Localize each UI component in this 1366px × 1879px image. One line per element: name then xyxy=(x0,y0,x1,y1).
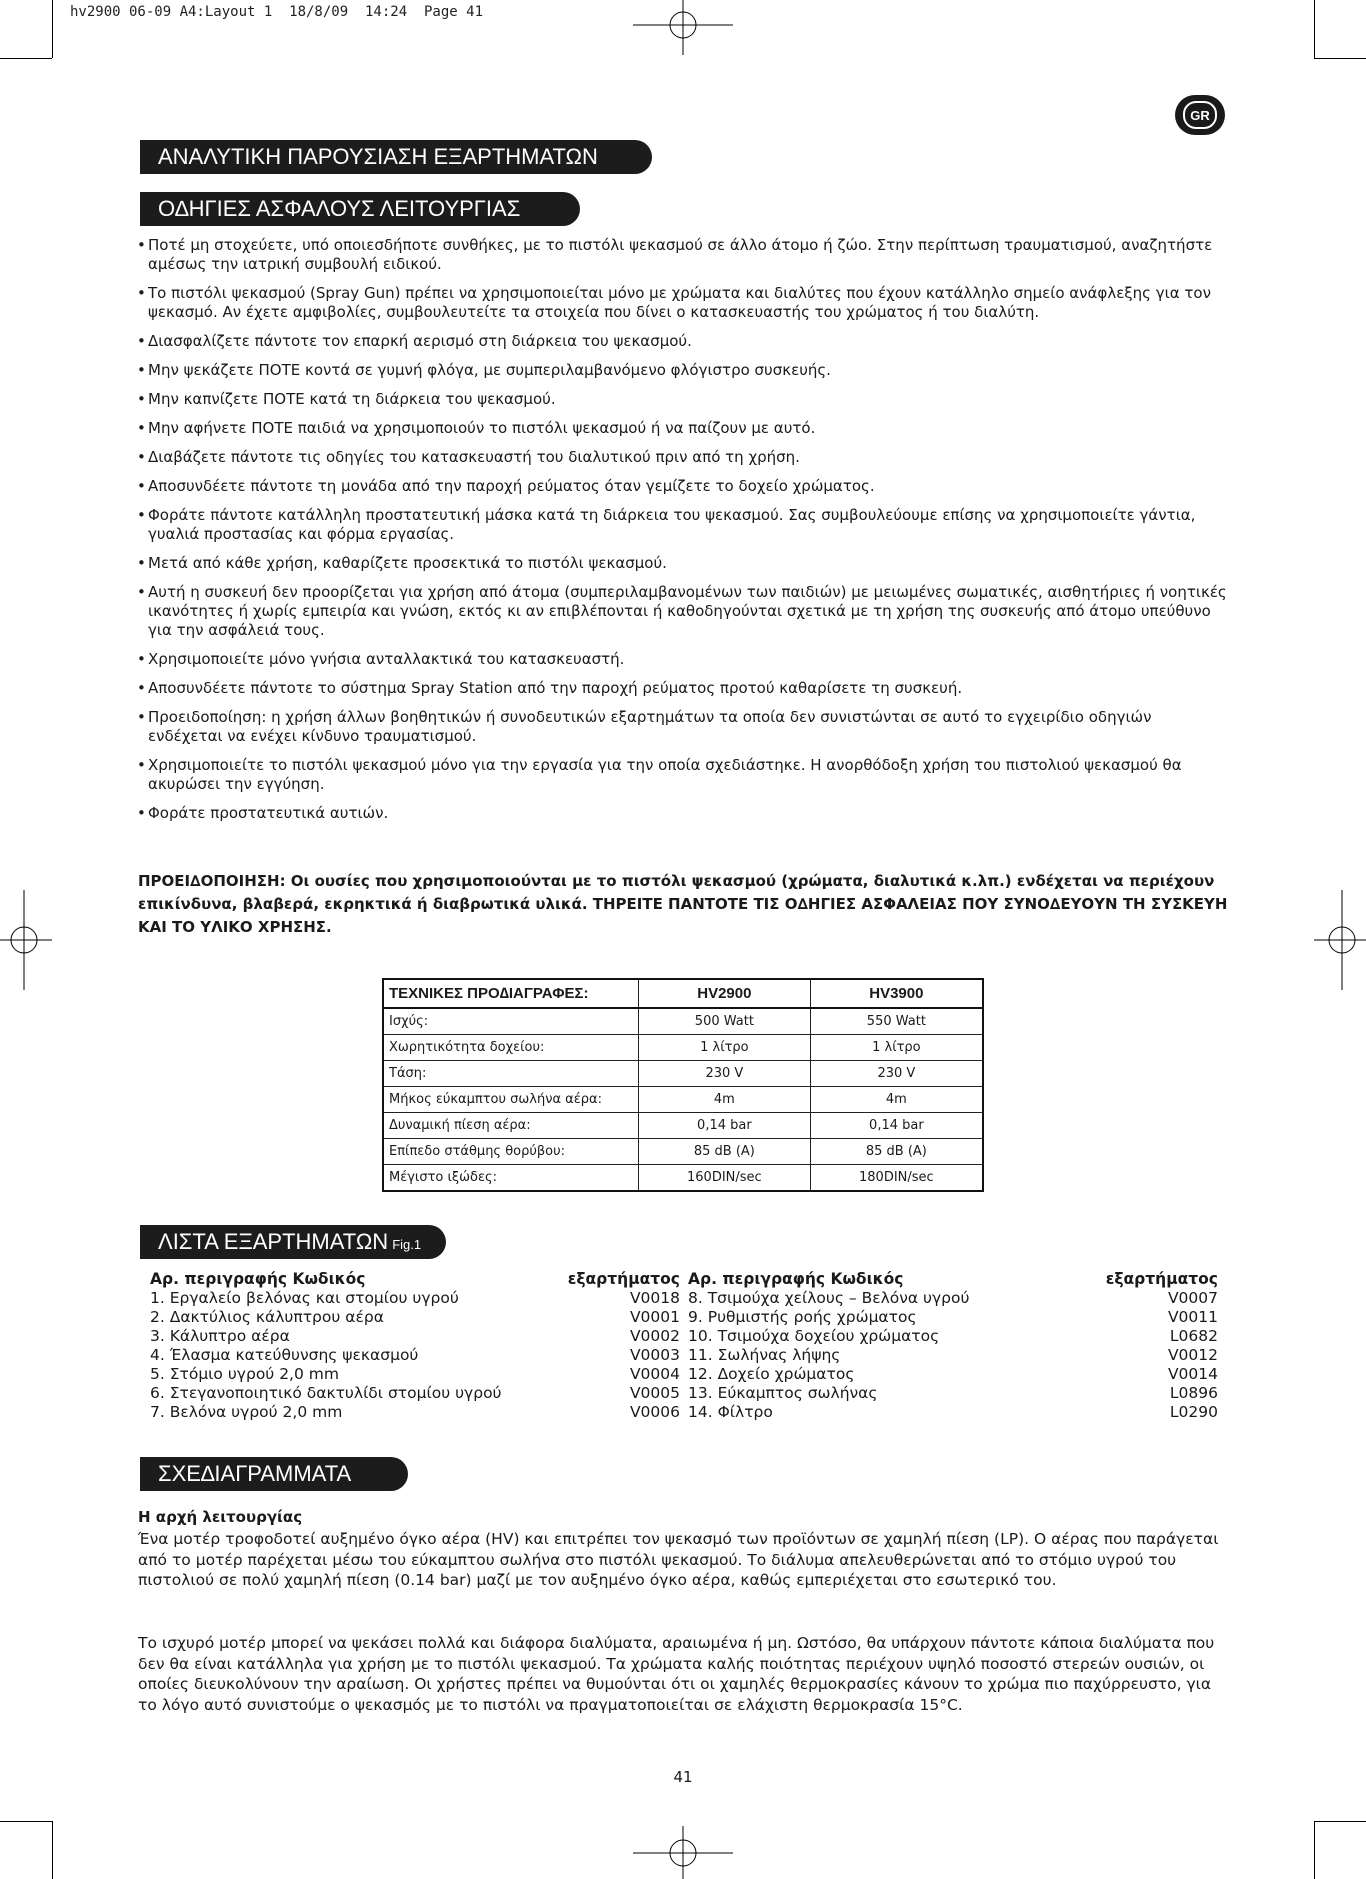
list-item xyxy=(150,1403,680,1422)
safety-bullet: • Αποσυνδέετε πάντοτε το σύστημα Spray Station από την παροχή ρεύματος προτού καθαρίσετε τη συσκευή. xyxy=(137,679,1227,698)
language-badge xyxy=(1175,95,1225,135)
list-item xyxy=(688,1308,1218,1327)
part-code: V0007 xyxy=(1167,1289,1218,1307)
part-description: 9. Ρυθμιστής ροής χρώματος xyxy=(688,1308,917,1326)
principle-title: Η αρχή λειτουργίας xyxy=(138,1508,303,1526)
table-cell: 230 V xyxy=(639,1061,811,1087)
crop-mark xyxy=(1314,58,1366,59)
table-row xyxy=(383,1035,983,1061)
table-row xyxy=(383,1087,983,1113)
list-item xyxy=(150,1384,680,1403)
safety-bullet: • Προειδοποίηση: η χρήση άλλων βοηθητικών ή συνοδευτικών εξαρτημάτων τα οποία δεν συνιστώνται σε αυτό το εγχειρίδιο οδηγιών ενδέχεται να ενέχει κίνδυνο τραυματισμού. xyxy=(137,708,1227,746)
list-item xyxy=(688,1346,1218,1365)
table-cell: Μέγιστο ιξώδες: xyxy=(383,1165,639,1192)
principle-paragraph-1: Ένα μοτέρ τροφοδοτεί αυξημένο όγκο αέρα (HV) και επιτρέπει τον ψεκασμό των προϊόντων σε χαμηλή πίεση (LP). Ο αέρας που παράγεται από το μοτέρ παρέχεται μέσω του εύκαμπτου σωλήνα στο πιστόλι ψεκασμού. Το διάλυμα απελευθερώνεται από το στόμιο υγρού του πιστολιού σε πολύ χαμηλή πίεση (0.14 bar) μαζί με τον αυξημένο όγκο αέρα, καθώς εμπεριέχεται στο εσωτερικό του. xyxy=(138,1530,1219,1589)
table-cell: 4m xyxy=(639,1087,811,1113)
safety-bullet: • Χρησιμοποιείτε το πιστόλι ψεκασμού μόνο για την εργασία για την οποία σχεδιάστηκε. Η ανορθόδοξη χρήση του πιστολιού ψεκασμού θα ακυρώσει την εγγύηση. xyxy=(137,756,1227,794)
part-description: 12. Δοχείο χρώματος xyxy=(688,1365,855,1383)
list-item xyxy=(688,1327,1218,1346)
crop-mark xyxy=(1314,1821,1315,1879)
part-description: 11. Σωλήνας λήψης xyxy=(688,1346,841,1364)
part-code: V0014 xyxy=(1167,1365,1218,1383)
parts-header-label: Αρ. περιγραφής Κωδικός xyxy=(688,1270,904,1288)
crop-mark xyxy=(52,0,53,58)
safety-bullet: • Μετά από κάθε χρήση, καθαρίζετε προσεκτικά το πιστόλι ψεκασμού. xyxy=(137,554,1227,573)
safety-bullet: • Φοράτε προστατευτικά αυτιών. xyxy=(137,804,1227,823)
part-code: V0012 xyxy=(1167,1346,1218,1364)
safety-bullet: • Μην καπνίζετε ΠΟΤΕ κατά τη διάρκεια του ψεκασμού. xyxy=(137,390,1227,409)
part-description: 6. Στεγανοποιητικό δακτυλίδι στομίου υγρού xyxy=(150,1384,502,1402)
part-description: 1. Εργαλείο βελόνας και στομίου υγρού xyxy=(150,1289,459,1307)
table-cell: 160DIN/sec xyxy=(639,1165,811,1192)
safety-bullet: • Διαβάζετε πάντοτε τις οδηγίες του κατασκευαστή του διαλυτικού πριν από τη χρήση. xyxy=(137,448,1227,467)
safety-bullet: • Αποσυνδέετε πάντοτε τη μονάδα από την παροχή ρεύματος όταν γεμίζετε το δοχείο χρώματος. xyxy=(137,477,1227,496)
table-cell: 85 dB (A) xyxy=(639,1139,811,1165)
table-row xyxy=(383,1113,983,1139)
print-slug: hv2900 06-09 A4:Layout 1 18/8/09 14:24 Page 41 xyxy=(70,4,484,20)
registration-mark-right xyxy=(1314,890,1366,990)
section-parts-overview-banner xyxy=(140,140,652,174)
crop-mark xyxy=(0,1821,52,1822)
principle-paragraph-2: Το ισχυρό μοτέρ μπορεί να ψεκάσει πολλά και διάφορα διαλύματα, αραιωμένα ή μη. Ωστόσο, θα υπάρχουν πάντοτε κάποια διαλύματα που δεν θα είναι κατάλληλα για χρήση με το πιστόλι ψεκασμού. Τα χρώματα καλής ποιότητας περιέχουν υψηλό ποσοστό στερεών ουσιών, οι οποίες διευκολύνουν την αραίωση. Οι χρήστες πρέπει να θυμούνται ότι οι χαμηλές θερμοκρασίες κάνουν το χρώμα πιο παχύρρευστο, για το λόγο αυτό συνιστούμε ο ψεκασμός με το πιστόλι να πραγματοποιείται σε ελάχιστη θερμοκρασία 15°C. xyxy=(138,1634,1215,1714)
part-description: 8. Τσιμούχα χείλους – Βελόνα υγρού xyxy=(688,1289,970,1307)
part-description: 3. Κάλυπτρο αέρα xyxy=(150,1327,290,1345)
table-cell: 550 Watt xyxy=(810,1008,983,1035)
table-cell: Δυναμική πίεση αέρα: xyxy=(383,1113,639,1139)
safety-bullet: • Χρησιμοποιείτε μόνο γνήσια ανταλλακτικά του κατασκευαστή. xyxy=(137,650,1227,669)
part-description: 10. Τσιμούχα δοχείου χρώματος xyxy=(688,1327,940,1345)
safety-bullet: • Ποτέ μη στοχεύετε, υπό οποιεσδήποτε συνθήκες, με το πιστόλι ψεκασμού σε άλλο άτομο ή ζώο. Στην περίπτωση τραυματισμού, αναζητήστε αμέσως την ιατρική συμβουλή ειδικού. xyxy=(137,236,1227,274)
part-description: 2. Δακτύλιος κάλυπτρου αέρα xyxy=(150,1308,384,1326)
table-header-cell: HV2900 xyxy=(639,979,811,1008)
safety-bullet: • Μην αφήνετε ΠΟΤΕ παιδιά να χρησιμοποιούν το πιστόλι ψεκασμού ή να παίζουν με αυτό. xyxy=(137,419,1227,438)
safety-bullet: • Φοράτε πάντοτε κατάλληλη προστατευτική μάσκα κατά τη διάρκεια του ψεκασμού. Σας συμβουλεύουμε επίσης να χρησιμοποιείτε γάντια, γυαλιά προστασίας και φόρμα εργασίας. xyxy=(137,506,1227,544)
registration-mark-bottom xyxy=(633,1826,733,1879)
table-row xyxy=(383,1139,983,1165)
table-cell: 500 Watt xyxy=(639,1008,811,1035)
safety-bullet: • Διασφαλίζετε πάντοτε τον επαρκή αερισμό στη διάρκεια του ψεκασμού. xyxy=(137,332,1227,351)
parts-header-label: εξαρτήματος xyxy=(567,1270,680,1288)
page-number: 41 xyxy=(673,1768,693,1786)
list-item xyxy=(150,1308,680,1327)
part-code: V0006 xyxy=(629,1403,680,1421)
table-cell: Τάση: xyxy=(383,1061,639,1087)
list-item xyxy=(150,1289,680,1308)
section-title: ΣΧΕ∆ΙΑΓΡΑΜΜΑΤΑ xyxy=(158,1461,352,1486)
parts-list-header xyxy=(150,1270,680,1289)
table-cell: Ισχύς: xyxy=(383,1008,639,1035)
list-item xyxy=(688,1403,1218,1422)
part-description: 4. Έλασμα κατεύθυνσης ψεκασμού xyxy=(150,1346,419,1364)
list-item xyxy=(688,1289,1218,1308)
safety-bullet: • Μην ψεκάζετε ΠΟΤΕ κοντά σε γυμνή φλόγα, με συμπεριλαμβανόμενο φλόγιστρο συσκευής. xyxy=(137,361,1227,380)
part-description: 7. Βελόνα υγρού 2,0 mm xyxy=(150,1403,343,1421)
crop-mark xyxy=(1314,1821,1366,1822)
list-item xyxy=(688,1384,1218,1403)
parts-list-right xyxy=(688,1270,1218,1422)
parts-list-left xyxy=(150,1270,680,1422)
safety-bullet-list xyxy=(137,236,1227,833)
table-cell: 1 λίτρο xyxy=(810,1035,983,1061)
crop-mark xyxy=(52,1821,53,1879)
registration-mark-left xyxy=(0,890,52,990)
part-code: V0005 xyxy=(629,1384,680,1402)
part-code: V0004 xyxy=(629,1365,680,1383)
part-code: V0002 xyxy=(629,1327,680,1345)
part-code: L0682 xyxy=(1169,1327,1218,1345)
parts-list-header xyxy=(688,1270,1218,1289)
section-diagrams-banner xyxy=(140,1457,408,1491)
safety-bullet: • Αυτή η συσκευή δεν προορίζεται για χρήση από άτομα (συμπεριλαμβανομένων των παιδιών) με μειωμένες σωματικές, αισθητήριες ή νοητικές ικανότητες ή χωρίς εμπειρία και γνώση, εκτός κι αν επιβλέπονται ή καθοδηγούνται σχετικά με τη χρήση της συσκευής από άτομο υπεύθυνο για την ασφάλειά τους. xyxy=(137,583,1227,640)
table-header-row xyxy=(383,979,983,1008)
table-header-cell: HV3900 xyxy=(810,979,983,1008)
parts-header-label: εξαρτήματος xyxy=(1105,1270,1218,1288)
safety-warning: ΠΡΟΕΙ∆ΟΠΟΙΗΣΗ: Οι ουσίες που χρησιμοποιούνται με το πιστόλι ψεκασμού (χρώματα, διαλυτικά κ.λπ.) ενδέχεται να περιέχουν επικίνδυνα, βλαβερά, εκρηκτικά ή διαβρωτικά υλικά. ΤΗΡΕΙΤΕ ΠΑΝΤΟΤΕ ΤΙΣ Ο∆ΗΓΙΕΣ ΑΣΦΑΛΕΙΑΣ ΠΟΥ ΣΥΝΟ∆ΕΥΟΥΝ ΤΗ ΣΥΣΚΕΥΗ ΚΑΙ ΤΟ ΥΛΙΚΟ ΧΡΗΣΗΣ. xyxy=(138,872,1228,936)
table-cell: 230 V xyxy=(810,1061,983,1087)
section-title: Ο∆ΗΓΙΕΣ ΑΣΦΑΛΟΥΣ ΛΕΙΤΟΥΡΓΙΑΣ xyxy=(158,196,521,221)
parts-header-label: Αρ. περιγραφής Κωδικός xyxy=(150,1270,366,1288)
table-cell: 1 λίτρο xyxy=(639,1035,811,1061)
part-description: 14. Φίλτρο xyxy=(688,1403,773,1421)
section-parts-list-banner xyxy=(140,1225,446,1259)
table-row xyxy=(383,1165,983,1192)
table-cell: 0,14 bar xyxy=(639,1113,811,1139)
technical-specs-table xyxy=(382,978,984,1192)
part-code: V0001 xyxy=(629,1308,680,1326)
table-row xyxy=(383,1008,983,1035)
crop-mark xyxy=(0,58,52,59)
table-cell: 180DIN/sec xyxy=(810,1165,983,1192)
crop-mark xyxy=(1314,0,1315,58)
table-cell: Μήκος εύκαμπτου σωλήνα αέρα: xyxy=(383,1087,639,1113)
table-row xyxy=(383,1061,983,1087)
table-cell: Χωρητικότητα δοχείου: xyxy=(383,1035,639,1061)
section-title: ΑΝΑΛΥΤΙΚΗ ΠΑΡΟΥΣΙΑΣΗ ΕΞΑΡΤΗΜΑΤΩΝ xyxy=(158,144,598,169)
safety-bullet: • Το πιστόλι ψεκασμού (Spray Gun) πρέπει να χρησιμοποιείται μόνο με χρώματα και διαλύτες που έχουν κατάλληλο σημείο ανάφλεξης για τον ψεκασμό. Αν έχετε αμφιβολίες, συμβουλευτείτε τα στοιχεία που δίνει ο κατασκευαστής του χρώματος ή του διαλύτη. xyxy=(137,284,1227,322)
list-item xyxy=(150,1365,680,1384)
table-cell: 85 dB (A) xyxy=(810,1139,983,1165)
list-item xyxy=(150,1346,680,1365)
part-code: L0896 xyxy=(1169,1384,1218,1402)
part-code: V0018 xyxy=(629,1289,680,1307)
table-header-cell: ΤΕΧΝΙΚΕΣ ΠΡΟ∆ΙΑΓΡΑΦΕΣ: xyxy=(383,979,639,1008)
figure-reference: Fig.1 xyxy=(392,1236,422,1252)
part-description: 13. Εύκαμπτος σωλήνας xyxy=(688,1384,878,1402)
section-title: ΛΙΣΤΑ ΕΞΑΡΤΗΜΑΤΩΝ xyxy=(158,1229,389,1254)
table-cell: 4m xyxy=(810,1087,983,1113)
registration-mark-top xyxy=(633,0,733,55)
section-safety-banner xyxy=(140,192,580,226)
language-badge-label: GR xyxy=(1183,101,1217,129)
table-cell: Επίπεδο στάθμης θορύβου: xyxy=(383,1139,639,1165)
list-item xyxy=(688,1365,1218,1384)
table-cell: 0,14 bar xyxy=(810,1113,983,1139)
part-code: V0003 xyxy=(629,1346,680,1364)
part-code: V0011 xyxy=(1167,1308,1218,1326)
part-description: 5. Στόμιο υγρού 2,0 mm xyxy=(150,1365,339,1383)
list-item xyxy=(150,1327,680,1346)
part-code: L0290 xyxy=(1169,1403,1218,1421)
